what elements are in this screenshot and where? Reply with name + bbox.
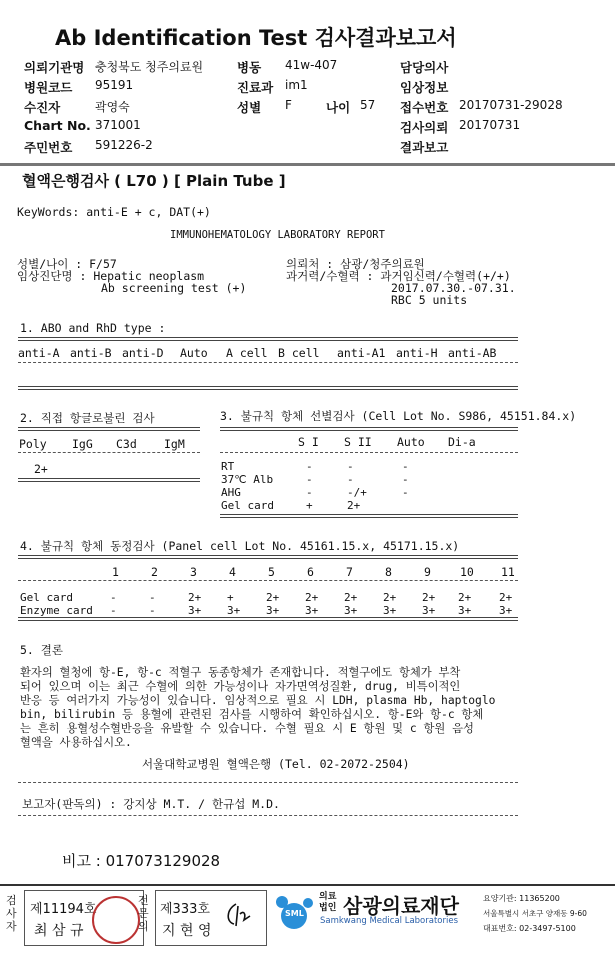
sec4-col: 8 (385, 565, 392, 579)
sec3-row-label: 37℃ Alb (221, 473, 274, 486)
history-2: 2017.07.30.-07.31. (391, 281, 516, 295)
sec2-col: IgG (72, 437, 93, 451)
sec1-title: 1. ABO and RhD type : (20, 321, 166, 335)
logo-prefix: 의료법인 (319, 892, 337, 913)
history-1: 과거력/수혈력 : 과거임신력/수혈력(+/+) (286, 269, 511, 283)
sec4-col: 4 (229, 565, 236, 579)
sec3-cell: - (347, 473, 354, 486)
header-label: 결과보고 (400, 140, 449, 155)
rule (220, 452, 518, 453)
sec3-cell: - (347, 460, 354, 473)
requester: 의뢰처 : 삼광/청주의료원 (286, 257, 425, 271)
sec1-col: B cell (278, 346, 320, 360)
header-value: 95191 (95, 78, 134, 92)
sec4-cell: 2+ (305, 591, 319, 604)
hospital-line: 서울대학교병원 혈액은행 (Tel. 02-2072-2504) (142, 757, 410, 771)
header-value: 371001 (95, 118, 141, 132)
sec3-col: S I (298, 435, 319, 449)
sec4-cell: 2+ (188, 591, 202, 604)
header-label: Chart No. (24, 118, 91, 133)
tester-no: 제11194호 (30, 902, 97, 917)
sec1-col: anti-AB (448, 346, 497, 360)
specialist-name: 지 현 영 (162, 923, 212, 939)
sec4-cell: 3+ (383, 604, 397, 617)
sec4-col: 1 (112, 565, 119, 579)
sec4-cell: - (149, 604, 156, 617)
sec3-title: 3. 불규칙 항체 선별검사 (Cell Lot No. S986, 45151.84.x) (220, 409, 577, 423)
rule (18, 362, 518, 363)
address: 서울특별시 서초구 양재동 9-60 (483, 909, 587, 918)
sec4-col: 7 (346, 565, 353, 579)
sec4-cell: 3+ (422, 604, 436, 617)
rule (18, 617, 518, 621)
sec5-title: 5. 결론 (20, 643, 63, 657)
diagnosis-1: 임상진단명 : Hepatic neoplasm (17, 269, 205, 283)
sec2-title: 2. 직접 항글로불린 검사 (20, 411, 155, 425)
sec4-cell: 3+ (458, 604, 472, 617)
header-value: im1 (285, 78, 308, 92)
rule (220, 514, 518, 518)
header-value: 20170731-29028 (459, 98, 563, 112)
header-label: 병동 (237, 60, 262, 75)
rule (18, 580, 518, 581)
sec3-row-label: Gel card (221, 499, 274, 512)
header-value: 곽영숙 (95, 100, 130, 114)
rule (18, 452, 200, 453)
sec3-cell: - (306, 460, 313, 473)
sec4-cell: 3+ (499, 604, 513, 617)
conclusion-line: 되어 있으며 이는 최근 수혈에 의한 가능성이나 자가면역성질환, drug, 비특이적인 (20, 680, 461, 693)
header-value: F (285, 98, 292, 112)
sec4-col: 9 (424, 565, 431, 579)
sec2-col: Poly (19, 437, 47, 451)
reporter-line: 보고자(판독의) : 강지상 M.T. / 한규섭 M.D. (22, 797, 280, 811)
header-label: 임상정보 (400, 80, 449, 95)
report-title: Ab Identification Test 검사결과보고서 (55, 26, 457, 50)
lab-title: IMMUNOHEMATOLOGY LABORATORY REPORT (170, 229, 385, 241)
sec3-col: S II (344, 435, 372, 449)
sec2-col: IgM (164, 437, 185, 451)
signature-icon (222, 900, 256, 930)
sec3-row-label: RT (221, 460, 235, 473)
header-label: 주민번호 (24, 140, 73, 155)
sec1-col: anti-H (396, 346, 438, 360)
sec3-col: Auto (397, 435, 425, 449)
sec4-col: 10 (460, 565, 474, 579)
sec4-col: 2 (151, 565, 158, 579)
logo-name: 삼광의료재단 (343, 894, 459, 918)
sec1-col: anti-B (70, 346, 112, 360)
tester-label: 검사자 (6, 894, 17, 933)
sex-age: 성별/나이 : F/57 (17, 257, 117, 271)
conclusion-line: 반응 등 여러가지 가능성이 있습니다. 임상적으로 필요 시 LDH, plasma Hb, haptoglo (20, 694, 496, 707)
rule (18, 478, 200, 482)
header-value: 충청북도 청주의료원 (95, 60, 204, 74)
specialist-label: 전문의 (138, 894, 149, 933)
rule (18, 815, 518, 816)
sec4-cell: - (149, 591, 156, 604)
report-heading: 혈액은행검사 ( L70 ) [ Plain Tube ] (22, 172, 286, 190)
sec4-cell: 2+ (266, 591, 280, 604)
sec2-value: 2+ (34, 462, 48, 476)
rule (18, 782, 518, 783)
rule (18, 337, 518, 341)
header-label: 병원코드 (24, 80, 73, 95)
sec1-col: A cell (226, 346, 268, 360)
phone: 대표번호: 02-3497-5100 (483, 924, 576, 933)
header-label: 검사의뢰 (400, 120, 449, 135)
header-value: 57 (360, 98, 376, 112)
reg-no: 요양기관: 11365200 (483, 894, 560, 903)
sec4-cell: + (227, 591, 234, 604)
sec4-cell: 2+ (499, 591, 513, 604)
logo-en: Samkwang Medical Laboratories (320, 916, 459, 926)
rule (18, 386, 518, 390)
diagnosis-2: Ab screening test (+) (101, 281, 247, 295)
sec1-col: anti-A (18, 346, 60, 360)
sec4-cell: 3+ (344, 604, 358, 617)
conclusion-line: 는 흔히 용혈성수혈반응을 유발할 수 있습니다. 수혈 필요 시 E 항원 및 c 항원 음성 (20, 722, 474, 735)
sec1-col: anti-D (122, 346, 164, 360)
header-separator (0, 163, 615, 166)
keywords: KeyWords: anti-E + c, DAT(+) (17, 205, 211, 219)
sec4-col: 3 (190, 565, 197, 579)
header-label: 나이 (326, 100, 351, 115)
sec4-cell: - (110, 591, 117, 604)
conclusion-line: 혈액을 사용하십시오. (20, 736, 132, 749)
sec4-col: 6 (307, 565, 314, 579)
sec3-cell: 2+ (347, 499, 361, 512)
header-value: 591226-2 (95, 138, 153, 152)
sec3-cell: - (402, 473, 409, 486)
sec4-title: 4. 불규칙 항체 동정검사 (Panel cell Lot No. 45161.15.x, 45171.15.x) (20, 539, 460, 553)
sec4-cell: - (110, 604, 117, 617)
sec3-row-label: AHG (221, 486, 241, 499)
header-label: 담당의사 (400, 60, 449, 75)
header-value: 41w-407 (285, 58, 338, 72)
sec4-cell: 2+ (422, 591, 436, 604)
header-value: 20170731 (459, 118, 521, 132)
sec4-cell: 3+ (305, 604, 319, 617)
sec4-row-label: Gel card (20, 591, 73, 604)
footer (0, 884, 615, 954)
sec4-cell: 2+ (458, 591, 472, 604)
header-label: 의뢰기관명 (24, 60, 85, 75)
sec2-col: C3d (116, 437, 137, 451)
sec3-cell: - (306, 473, 313, 486)
sec4-cell: 3+ (188, 604, 202, 617)
sec4-col: 5 (268, 565, 275, 579)
sec4-cell: 2+ (383, 591, 397, 604)
sec3-cell: - (402, 486, 409, 499)
header-label: 성별 (237, 100, 262, 115)
conclusion-line: bin, bilirubin 등 용혈에 관련된 검사를 시행하여 확인하십시오. 항-E와 항-c 항체 (20, 708, 484, 721)
rule (18, 427, 200, 431)
sec3-cell: - (306, 486, 313, 499)
sec3-col: Di-a (448, 435, 476, 449)
sec3-cell: + (306, 499, 313, 512)
remark: 비고 : 017073129028 (62, 852, 221, 870)
tester-name: 최 삼 규 (34, 923, 84, 939)
logo-small: SML (285, 909, 304, 918)
history-3: RBC 5 units (391, 293, 468, 307)
specialist-no: 제333호 (160, 902, 210, 917)
sec1-col: Auto (180, 346, 208, 360)
rule (18, 555, 518, 559)
tester-seal-icon (92, 896, 140, 944)
sec1-col: anti-A1 (337, 346, 386, 360)
sec4-cell: 3+ (227, 604, 241, 617)
sec4-cell: 3+ (266, 604, 280, 617)
conclusion-line: 환자의 혈청에 항-E, 항-c 적혈구 동종항체가 존재합니다. 적혈구에도 항체가 부착 (20, 666, 461, 679)
header-label: 수진자 (24, 100, 61, 115)
sec4-cell: 2+ (344, 591, 358, 604)
rule (220, 427, 518, 431)
header-label: 진료과 (237, 80, 274, 95)
sec3-cell: -/+ (347, 486, 367, 499)
sec3-cell: - (402, 460, 409, 473)
header-label: 접수번호 (400, 100, 449, 115)
sec4-col: 11 (501, 565, 515, 579)
sec4-row-label: Enzyme card (20, 604, 93, 617)
